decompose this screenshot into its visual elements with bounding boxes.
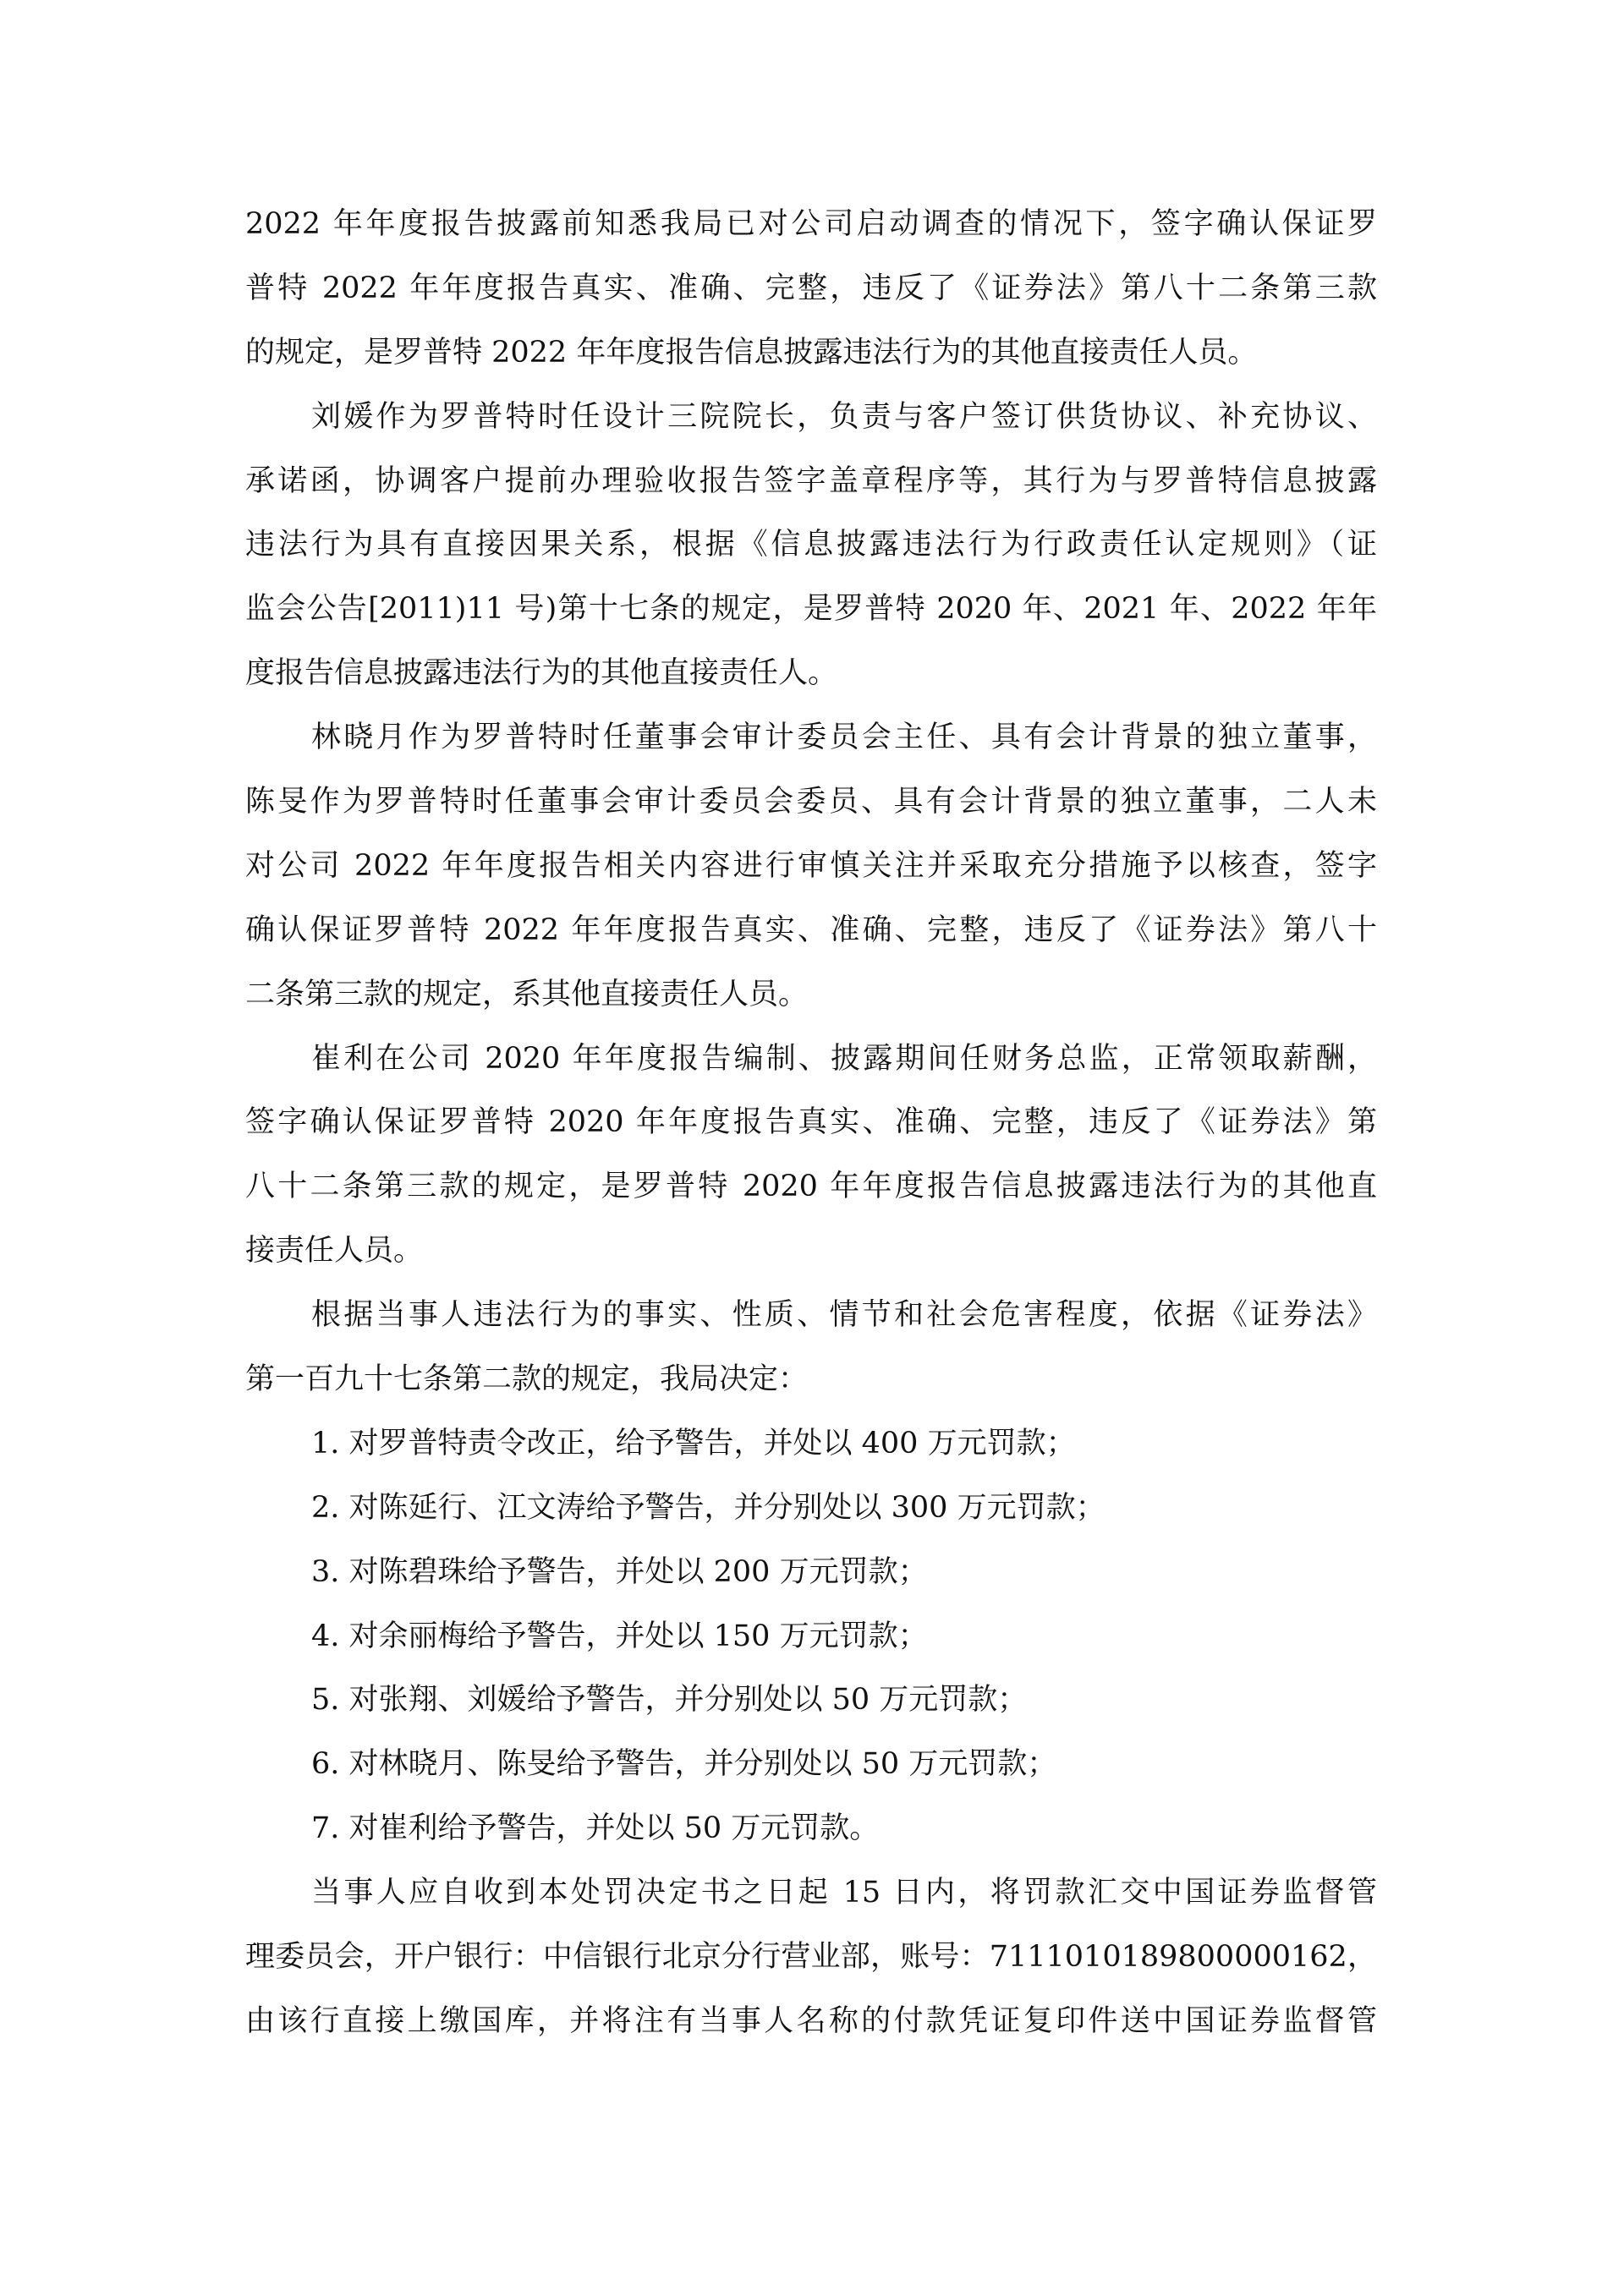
text-line: 当事人应自收到本处罚决定书之日起 15 日内，将罚款汇交中国证券监督管 xyxy=(311,1876,1377,1910)
penalty-item: 5. 对张翔、刘媛给予警告，并分别处以 50 万元罚款； xyxy=(311,1683,1028,1718)
penalty-list xyxy=(245,1412,1377,1861)
text-line: 根据当事人违法行为的事实、性质、情节和社会危害程度，依据《证券法》 xyxy=(311,1298,1377,1333)
text-line: 林晓月作为罗普特时任董事会审计委员会主任、具有会计背景的独立董事， xyxy=(311,721,1377,755)
text-line: 刘媛作为罗普特时任设计三院院长，负责与客户签订供货协议、补充协议、 xyxy=(311,399,1377,434)
text-line: 由该行直接上缴国库，并将注有当事人名称的付款凭证复印件送中国证券监督管 xyxy=(245,2003,1377,2038)
text-line: 度报告信息披露违法行为的其他直接责任人。 xyxy=(245,656,838,691)
text-line: 第一百九十七条第二款的规定，我局决定： xyxy=(245,1362,809,1397)
paragraph-cui-li xyxy=(245,1027,1377,1285)
text-line: 2022 年年度报告披露前知悉我局已对公司启动调查的情况下，签字确认保证罗 xyxy=(245,207,1377,241)
text-line: 接责任人员。 xyxy=(245,1234,424,1269)
paragraph-liu-yuan xyxy=(245,386,1377,706)
document-page xyxy=(245,193,1377,2054)
paragraph-continuation xyxy=(245,193,1377,386)
text-line: 对公司 2022 年年度报告相关内容进行审慎关注并采取充分措施予以核查，签字 xyxy=(245,848,1377,883)
penalty-item: 1. 对罗普特责令改正，给予警告，并处以 400 万元罚款； xyxy=(311,1426,1076,1460)
penalty-item: 7. 对崔利给予警告，并处以 50 万元罚款。 xyxy=(311,1811,880,1846)
paragraph-payment-instructions xyxy=(245,1861,1377,2054)
penalty-item: 2. 对陈延行、江文涛给予警告，并分别处以 300 万元罚款； xyxy=(311,1490,1106,1525)
text-line: 崔利在公司 2020 年年度报告编制、披露期间任财务总监，正常领取薪酬， xyxy=(311,1041,1377,1076)
text-line: 陈旻作为罗普特时任董事会审计委员会委员、具有会计背景的独立董事，二人未 xyxy=(245,785,1377,819)
text-line: 的规定，是罗普特 2022 年年度报告信息披露违法行为的其他直接责任人员。 xyxy=(245,335,1258,370)
paragraph-independent-directors xyxy=(245,706,1377,1027)
text-line: 签字确认保证罗普特 2020 年年度报告真实、准确、完整，违反了《证券法》第 xyxy=(245,1105,1377,1140)
penalty-item: 6. 对林晓月、陈旻给予警告，并分别处以 50 万元罚款； xyxy=(311,1747,1057,1782)
penalty-item: 3. 对陈碧珠给予警告，并处以 200 万元罚款； xyxy=(311,1554,928,1589)
text-line: 理委员会，开户银行：中信银行北京分行营业部，账号：7111010189800000162， xyxy=(245,1940,1377,1975)
penalty-item: 4. 对余丽梅给予警告，并处以 150 万元罚款； xyxy=(311,1619,928,1653)
text-line: 普特 2022 年年度报告真实、准确、完整，违反了《证券法》第八十二条第三款 xyxy=(245,271,1377,305)
text-line: 监会公告[2011)11 号)第十七条的规定，是罗普特 2020 年、2021 年、2022 年年 xyxy=(245,592,1377,627)
text-line: 确认保证罗普特 2022 年年度报告真实、准确、完整，违反了《证券法》第八十 xyxy=(245,912,1377,947)
paragraph-decision-basis xyxy=(245,1284,1377,1412)
text-line: 八十二条第三款的规定，是罗普特 2020 年年度报告信息披露违法行为的其他直 xyxy=(245,1170,1377,1204)
text-line: 二条第三款的规定，系其他直接责任人员。 xyxy=(245,977,809,1011)
text-line: 违法行为具有直接因果关系，根据《信息披露违法行为行政责任认定规则》（证 xyxy=(245,528,1377,562)
text-line: 承诺函，协调客户提前办理验收报告签字盖章程序等，其行为与罗普特信息披露 xyxy=(245,463,1377,498)
